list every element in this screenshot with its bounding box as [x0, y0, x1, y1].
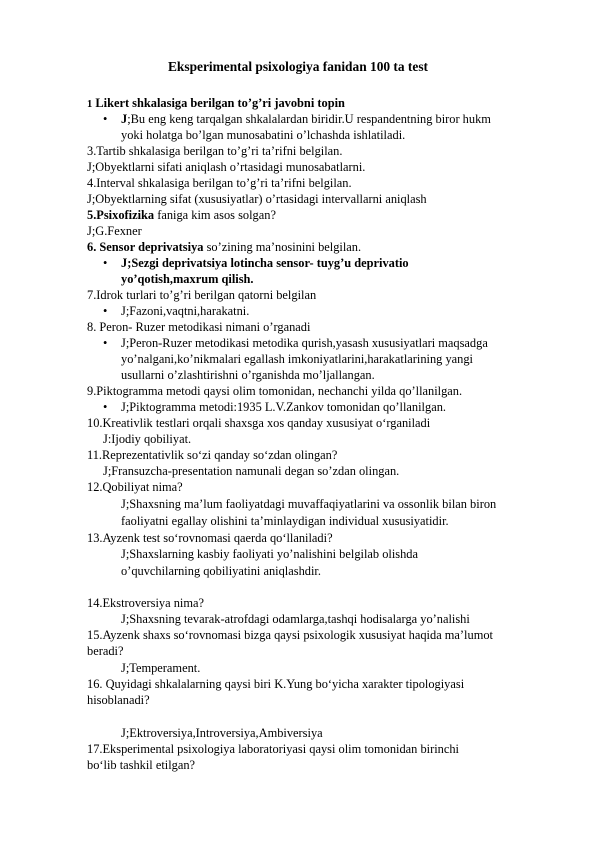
bullet-icon: •	[103, 304, 108, 318]
answer-10: J:Ijodiy qobiliyat.	[103, 432, 192, 446]
question-keyword: 5.Psixofizika	[87, 208, 155, 222]
page-title: Eksperimental psixologiya fanidan 100 ta test	[167, 59, 429, 74]
answer-16: J;Ektroversiya,Introversiya,Ambiversiya	[121, 726, 323, 740]
bullet-icon: •	[103, 336, 108, 350]
question-12: 12.Qobiliyat nima?	[87, 480, 183, 494]
question-15-line-1: 15.Ayzenk shaxs so‘rovnomasi bizga qaysi psixologik xususiyat haqida ma’lumot	[87, 628, 493, 642]
answer-6-line-2: yo’qotish,maxrum qilish.	[121, 272, 254, 286]
question-4: 4.Interval shkalasiga berilgan to’g’ri ta’rifni belgilan.	[87, 176, 352, 190]
answer-1-line-2: yoki holatga bo’lgan munosabatini o’lchashda ishlatiladi.	[121, 128, 406, 142]
question-17-line-2: bo‘lib tashkil etilgan?	[87, 758, 196, 772]
answer-12-line-1: J;Shaxsning ma’lum faoliyatdagi muvaffaqiyatlarini va ossonlik bilan biron	[121, 497, 497, 511]
bullet-icon: •	[103, 400, 108, 414]
question-14: 14.Ekstroversiya nima?	[87, 596, 204, 610]
question-text: so’zining ma’nosinini belgilan.	[203, 240, 362, 254]
question-9: 9.Piktogramma metodi qaysi olim tomonidan, nechanchi yilda qo’llanilgan.	[87, 384, 463, 398]
answer-text: ;Bu eng keng tarqalgan shkalalardan biridir.U respandentning biror hukm	[127, 112, 491, 126]
answer-8-line-3: usullarni o’zlashtirishni o’rganishda mo’ljallangan.	[121, 368, 375, 382]
answer-12-line-2: faoliyatni egallay olishini ta’minlaydigan individual xususiyatidir.	[121, 514, 449, 528]
answer-11: J;Fransuzcha-presentation namunali degan so’zdan olingan.	[103, 464, 400, 478]
question-11: 11.Reprezentativlik so‘zi qanday so‘zdan olingan?	[87, 448, 338, 462]
question-13: 13.Ayzenk test so‘rovnomasi qaerda qo‘llaniladi?	[87, 531, 333, 545]
answer-1-line-1	[121, 112, 491, 128]
question-7: 7.Idrok turlari to’g’ri berilgan qatorni belgilan	[87, 288, 317, 302]
question-17-line-1: 17.Eksperimental psixologiya laboratoriyasi qaysi olim tomonidan birinchi	[87, 742, 459, 756]
question-10: 10.Kreativlik testlari orqali shaxsga xos qanday xususiyat o‘rganiladi	[87, 416, 431, 430]
answer-6-line-1: J;Sezgi deprivatsiya lotincha sensor- tuyg’u deprivatio	[121, 256, 409, 270]
question-8: 8. Peron- Ruzer metodikasi nimani o’rganadi	[87, 320, 311, 334]
answer-5: J;G.Fexner	[87, 224, 142, 238]
answer-7: J;Fazoni,vaqtni,harakatni.	[121, 304, 250, 318]
answer-8-line-1: J;Peron-Ruzer metodikasi metodika qurish,yasash xususiyatlari maqsadga	[121, 336, 488, 350]
question-16-line-1: 16. Quyidagi shkalalarning qaysi biri K.Yung bo‘yicha xarakter tipologiyasi	[87, 677, 465, 691]
question-15-line-2: beradi?	[87, 644, 124, 658]
question-text: Likert shkalasiga berilgan to’g’ri javobni topin	[95, 96, 345, 110]
question-1	[87, 96, 345, 113]
question-3: 3.Tartib shkalasiga berilgan to’g’ri ta’rifni belgilan.	[87, 144, 343, 158]
question-16-line-2: hisoblanadi?	[87, 693, 150, 707]
question-number: 1	[87, 99, 93, 110]
question-keyword: 6. Sensor deprivatsiya	[87, 240, 204, 254]
question-5	[87, 208, 276, 224]
bullet-icon: •	[103, 256, 108, 270]
answer-13-line-1: J;Shaxslarning kasbiy faoliyati yo’nalishini belgilab olishda	[121, 547, 418, 561]
answer-3: J;Obyektlarni sifati aniqlash o’rtasidagi munosabatlarni.	[87, 160, 366, 174]
answer-15: J;Temperament.	[121, 661, 201, 675]
answer-marker: J	[121, 112, 128, 126]
question-6	[87, 240, 361, 256]
answer-4: J;Obyektlarning sifat (xususiyatlar) o’rtasidagi intervallarni aniqlash	[87, 192, 427, 206]
answer-14: J;Shaxsning tevarak-atrofdagi odamlarga,tashqi hodisalarga yo’nalishi	[121, 612, 470, 626]
bullet-icon: •	[103, 112, 108, 126]
answer-8-line-2: yo’nalgani,ko’nikmalari egallash imkoniyatlarini,harakatlarining yangi	[121, 352, 473, 366]
question-text: faniga kim asos solgan?	[154, 208, 276, 222]
answer-13-line-2: o’quvchilarning qobiliyatini aniqlashdir.	[121, 564, 321, 578]
answer-9: J;Piktogramma metodi:1935 L.V.Zankov tomonidan qo’llanilgan.	[121, 400, 446, 414]
